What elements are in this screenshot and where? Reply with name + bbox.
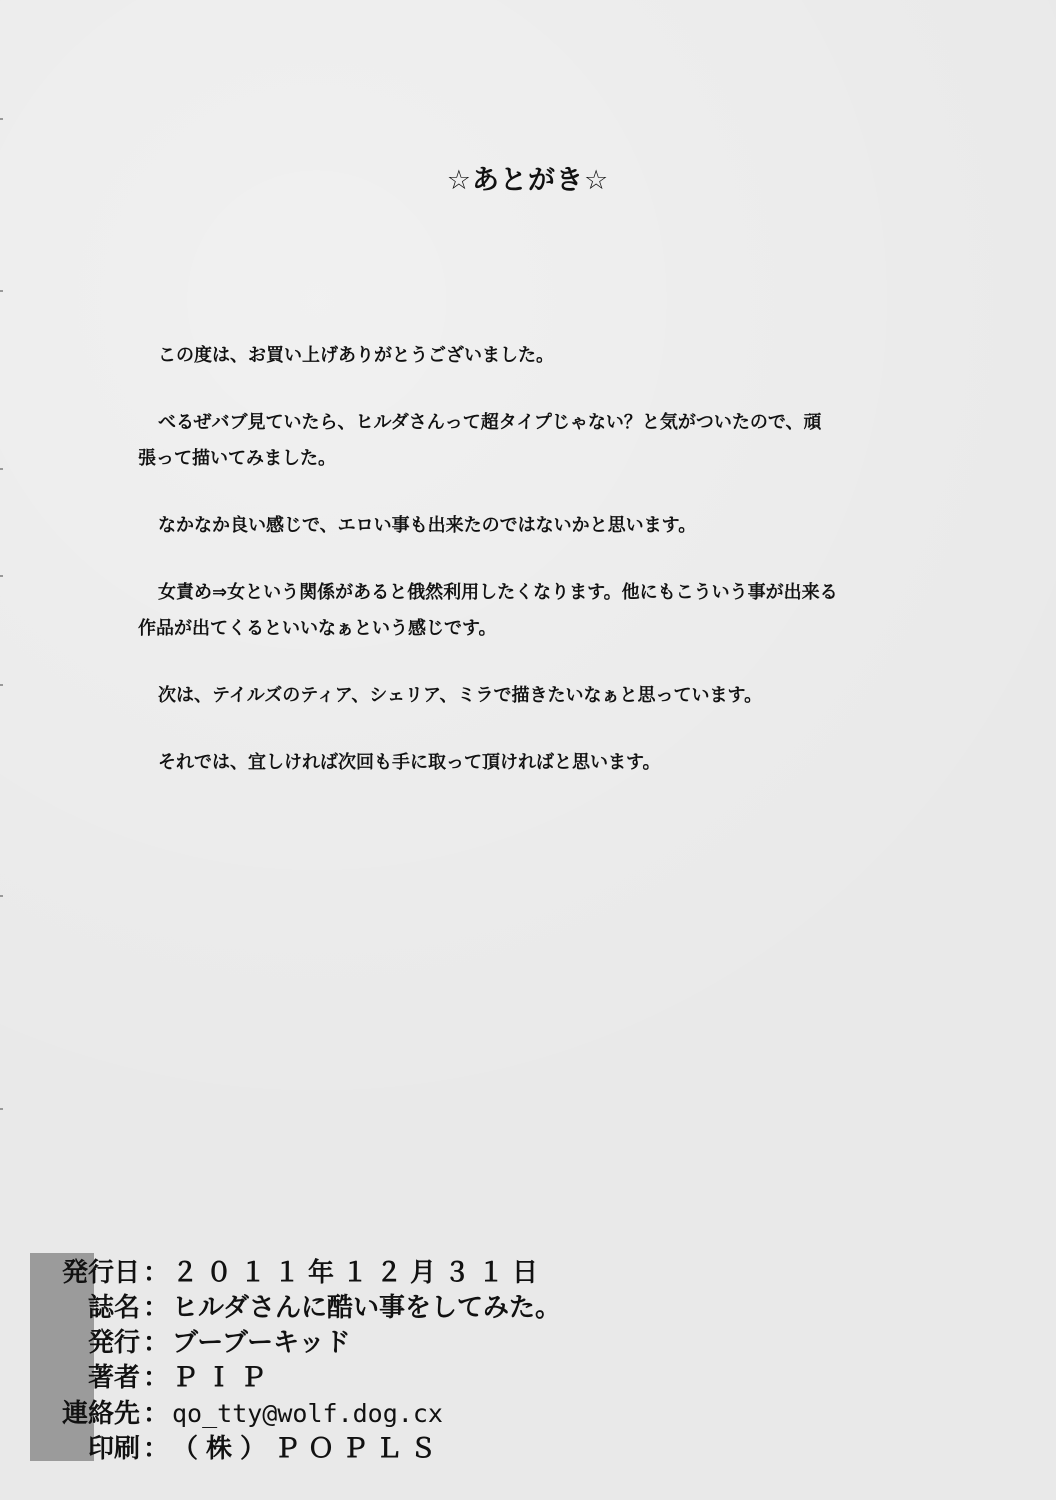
paragraph: なかなか良い感じで、エロい事も出来たのではないかと思います。 <box>158 515 697 536</box>
colophon-label: 印刷 <box>87 1434 140 1464</box>
edge-mark <box>0 684 3 686</box>
colophon-separator: ： <box>142 1434 169 1464</box>
colophon-row-publisher <box>36 1326 561 1361</box>
paragraph: それでは、宜しければ次回も手に取って頂ければと思います。 <box>158 752 661 773</box>
afterword-title: ☆あとがき☆ <box>446 165 610 196</box>
colophon-label: 発行日 <box>61 1258 140 1288</box>
paragraph: この度は、お買い上げありがとうございました。 <box>158 345 554 366</box>
colophon-separator: ： <box>142 1399 169 1429</box>
edge-mark <box>0 1108 3 1110</box>
edge-mark <box>0 290 3 292</box>
colophon-row-title <box>36 1291 561 1326</box>
colophon-label: 著者 <box>87 1363 140 1393</box>
colophon-row-contact <box>36 1396 561 1432</box>
colophon <box>36 1256 561 1467</box>
edge-mark <box>0 895 3 897</box>
colophon-separator: ： <box>142 1363 169 1393</box>
colophon-separator: ： <box>142 1258 169 1288</box>
colophon-separator: ： <box>142 1328 169 1358</box>
colophon-separator: ： <box>142 1293 169 1323</box>
colophon-row-printer <box>36 1432 561 1467</box>
colophon-value: （株）ＰＯＰＬＳ <box>172 1434 445 1464</box>
edge-mark <box>0 468 3 470</box>
contact-email: qo_tty@wolf.dog.cx <box>172 1399 443 1428</box>
colophon-row-issue-date <box>36 1256 561 1291</box>
colophon-label: 誌名 <box>87 1293 140 1323</box>
colophon-label: 発行 <box>87 1328 140 1358</box>
colophon-row-author <box>36 1361 561 1396</box>
colophon-value: ヒルダさんに酷い事をしてみた。 <box>172 1293 561 1323</box>
paragraph: べるぜバブ見ていたら、ヒルダさんって超タイプじゃない？と気がついたので、頑 張って描いてみました。 <box>138 412 822 469</box>
paragraph: 女責め⇒女という関係があると俄然利用したくなります。他にもこういう事が出来る 作品が出てくるといいなぁという感じです。 <box>138 582 838 639</box>
edge-mark <box>0 118 3 120</box>
paragraph: 次は、テイルズのティア、シェリア、ミラで描きたいなぁと思っています。 <box>158 685 763 706</box>
afterword-body <box>138 338 938 781</box>
edge-mark <box>0 575 3 577</box>
colophon-value: ブーブーキッド <box>172 1328 351 1358</box>
colophon-label: 連絡先 <box>61 1399 140 1429</box>
colophon-value: ２０１１年１２月３１日 <box>172 1258 547 1288</box>
colophon-value: ＰＩＰ <box>172 1363 275 1393</box>
